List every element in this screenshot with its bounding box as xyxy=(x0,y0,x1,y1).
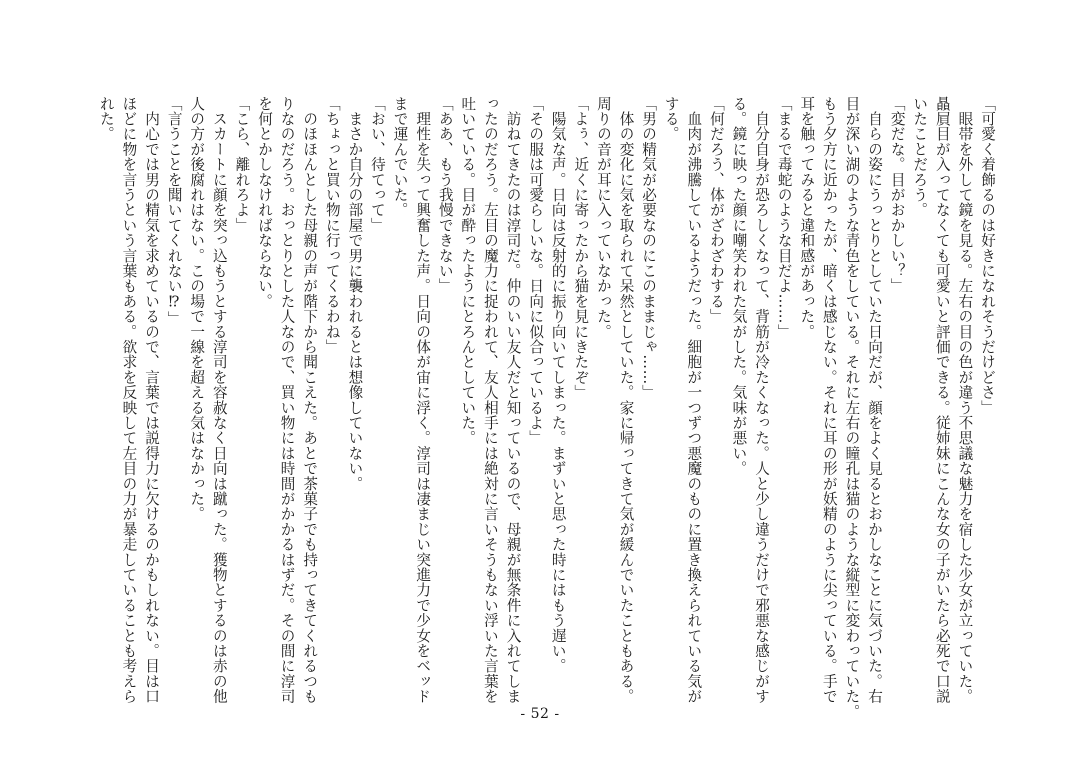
text-line: 内心では男の精気を求めているので、言葉では説得力に欠けるのかもしれない。目は口 xyxy=(143,96,161,704)
text-line: 「ちょっと買い物に行ってくるわね」 xyxy=(323,96,341,355)
text-line: 「おい、待てって」 xyxy=(368,96,386,233)
text-line: 「その服は可愛らしいな。日向に似合っているよ」 xyxy=(527,96,545,446)
text-line: 陽気な声。日向は反射的に振り向いてしまった。まずいと思った時にはもう遅い。 xyxy=(549,96,567,674)
text-line: 「ああ、もう我慢できない」 xyxy=(436,96,454,294)
text-line: ったのだろう。左目の魔力に捉われて、友人相手には絶対に言いそうもない浮いた言葉を xyxy=(481,96,499,704)
text-line: 眼帯を外して鏡を見る。左右の目の色が違う不思議な魅力を宿した少女が立っていた。 xyxy=(956,96,974,704)
text-line: まで運んでいた。 xyxy=(391,96,409,218)
text-line: もう夕方に近かったが、暗くは感じない。それに耳の形が妖精のように尖っている。手で xyxy=(820,96,838,704)
text-line: を何とかしなければならない。 xyxy=(256,96,273,309)
text-line: のほほんとした母親の声が階下から聞こえた。あとで茶菓子でも持ってきてくれるつも xyxy=(301,96,319,704)
text-line: 自らの姿にうっとりとしていた日向だが、顔をよく見るとおかしなことに気づいた。右 xyxy=(866,96,884,704)
text-line: 「言うことを聞いてくれない⁉」 xyxy=(165,96,183,327)
text-line: りなのだろう。おっとりとした人なので、買い物には時間がかかるはずだ。その間に淳司 xyxy=(278,96,296,704)
text-line: 「男の精気が必要なのにこのままじゃ……」 xyxy=(640,96,658,400)
text-line: 血肉が沸騰しているようだった。細胞が一つずつ悪魔のものに置き換えられている気が xyxy=(685,96,703,704)
text-line: 周りの音が耳に入っていなかった。 xyxy=(594,96,612,340)
text-line: 目が深い湖のような青色をしている。それに左右の瞳孔は猫のような縦型に変わっていた。 xyxy=(843,96,861,720)
text-line: する。 xyxy=(662,96,680,142)
text-line: 贔屓目が入ってなくても可愛いと評価できる。従姉妹にこんな女の子がいたら必死で口説 xyxy=(933,96,951,704)
text-line: 自分自身が恐ろしくなって、背筋が冷たくなった。人と少し違うだけで邪悪な感じがす xyxy=(753,96,771,704)
text-line: ほどに物を言うという言葉もある。欲求を反映して左目の力が暴走していることも考えら xyxy=(120,96,138,704)
text-line: 体の変化に気を取られて呆然としていた。家に帰ってきて気が緩んでいたこともある。 xyxy=(617,96,635,704)
text-line: まさか自分の部屋で男に襲われるとは想像していない。 xyxy=(346,96,364,492)
text-line: 理性を失って興奮した声。日向の体が宙に浮く。淳司は凄まじい突進力で少女をベッド xyxy=(414,96,432,704)
text-line: 「可愛く着飾るのは好きになれそうだけどさ」 xyxy=(979,96,996,416)
text-line: れた。 xyxy=(97,96,115,142)
text-line: 人の方が後腐れはない。この場で一線を超える気はなかった。 xyxy=(188,96,206,522)
text-line: 訪ねてきたのは淳司だ。仲のいい友人だと知っているので、母親が無条件に入れてしま xyxy=(504,96,522,704)
page-number: - 52 - xyxy=(520,706,560,722)
text-line: 「変だな。目がおかしい？」 xyxy=(888,96,906,294)
text-line: る。鏡に映った顔に嘲笑われた気がした。気味が悪い。 xyxy=(730,96,748,476)
text-line: 「何だろう、体がざわざわする」 xyxy=(707,96,725,324)
text-line: 耳を触ってみると違和感があった。 xyxy=(798,96,816,340)
text-line: 「まるで毒蛇のような目だよ……」 xyxy=(775,96,793,340)
text-line: いたことだろう。 xyxy=(911,96,929,218)
text-line: 「よぅ、近くに寄ったから猫を見にきたぞ」 xyxy=(572,96,590,400)
text-line: スカートに顔を突っ込もうとする淳司を容赦なく日向は蹴った。獲物とするのは赤の他 xyxy=(210,96,228,704)
text-line: 吐いている。目が酔ったようにとろんとしていた。 xyxy=(459,96,477,446)
text-line: 「こら、離れろよ」 xyxy=(233,96,251,233)
